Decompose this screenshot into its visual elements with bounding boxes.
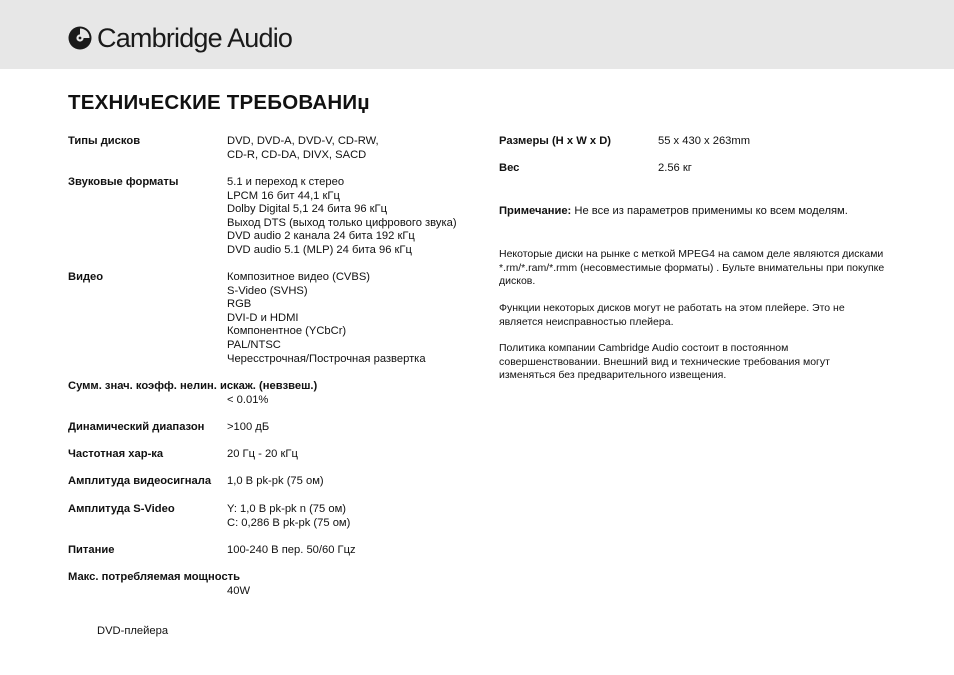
- spec-label: Вес: [499, 162, 520, 174]
- spec-value: Y: 1,0 В pk-pk n (75 ом) C: 0,286 В pk-pk (75 ом): [227, 503, 351, 529]
- spec-label: Амплитуда видеосигнала: [68, 475, 212, 487]
- footer-label: DVD-плейера: [97, 625, 169, 637]
- spec-label: Динамический диапазон: [68, 421, 205, 433]
- note: [499, 205, 848, 219]
- note-label: Примечание:: [499, 205, 572, 217]
- spec-value: 20 Гц - 20 кГц: [227, 448, 298, 460]
- spec-value: 100-240 В пер. 50/60 Гцz: [227, 544, 356, 556]
- spec-label: Размеры (H x W x D): [499, 135, 611, 147]
- brand-logo: [68, 22, 292, 54]
- page-title: ТЕХНИчЕСКИЕ ТРЕБОВАНИџ: [68, 91, 370, 114]
- paragraph-mpeg4: Некоторые диски на рынке с меткой MPEG4 на самом деле являются дисками *.rm/*.ram/*.rmm (несовместимые форматы) . Бульте внимательны при покупке дисков.: [499, 248, 885, 288]
- spec-value: 55 x 430 x 263mm: [658, 135, 751, 147]
- spec-label: Типы дисков: [68, 135, 141, 147]
- spec-value: 1,0 В pk-pk (75 ом): [227, 475, 324, 487]
- spec-value: DVD, DVD-A, DVD-V, CD-RW, CD-R, CD-DA, DIVX, SACD: [227, 135, 379, 161]
- spec-label: Сумм. знач. коэфф. нелин. искаж. (невзвеш.): [68, 380, 318, 392]
- spec-value: Композитное видео (CVBS) S-Video (SVHS) RGB DVI-D и HDMI Компонентное (YCbCr) PAL/NTSC Чересстрочная/Построчная развертка: [227, 271, 426, 365]
- spec-value: 2.56 кг: [658, 162, 692, 174]
- cambridge-audio-logo-mark-icon: [68, 26, 92, 50]
- paragraph-disc-functions: Функции некоторых дисков могут не работать на этом плейере. Это не является неисправностью плейера.: [499, 302, 845, 328]
- spec-value: 40W: [227, 584, 251, 597]
- spec-label: Макс. потребляемая мощность: [68, 571, 241, 583]
- spec-label: Звуковые форматы: [68, 176, 179, 188]
- note-text: Не все из параметров применимы ко всем моделям.: [571, 205, 848, 217]
- brand-name: Cambridge Audio: [97, 23, 293, 53]
- spec-label: Питание: [68, 544, 115, 556]
- paragraph-policy: Политика компании Cambridge Audio состоит в постоянном совершенствовании. Внешний вид и технические требования могут изменяться без предварительного извещения.: [499, 342, 830, 382]
- spec-value: >100 дБ: [227, 421, 270, 433]
- spec-label: Видео: [68, 271, 104, 283]
- spec-value: < 0.01%: [227, 393, 269, 406]
- spec-label: Амплитуда S-Video: [68, 503, 175, 515]
- spec-value: 5.1 и переход к стерео LPCM 16 бит 44,1 кГц Dolby Digital 5,1 24 бита 96 кГц Выход DTS (выход только цифрового звука) DVD audio 2 канала 24 бита 192 кГц DVD audio 5.1 (MLP) 24 бита 96 кГц: [227, 176, 457, 256]
- spec-label: Частотная хар-ка: [68, 448, 164, 460]
